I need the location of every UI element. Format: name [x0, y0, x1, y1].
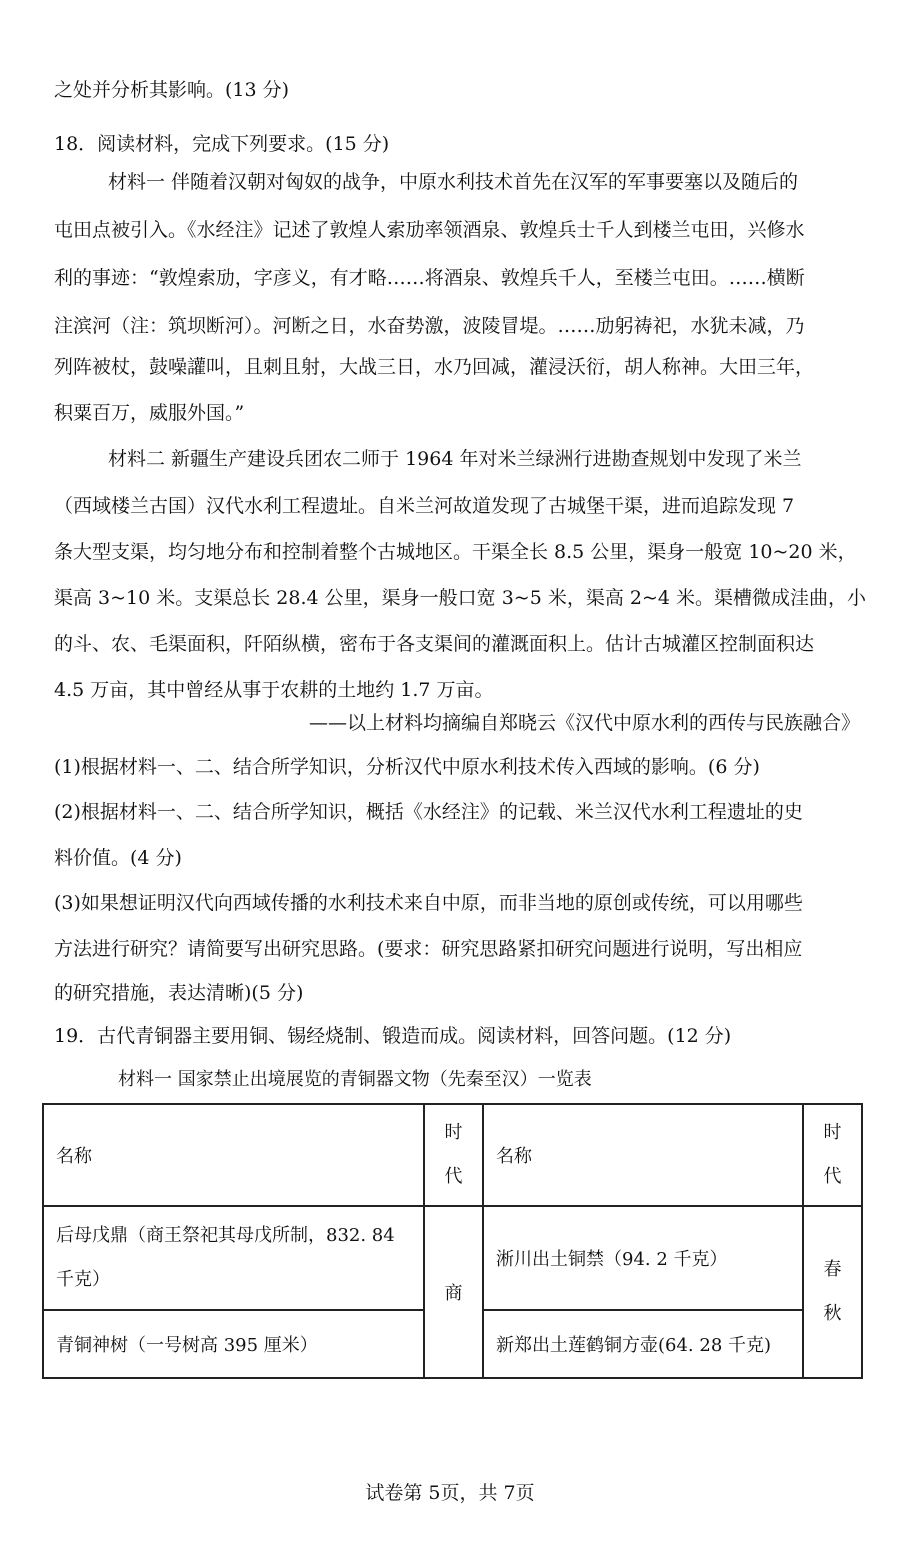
sub-question-3: 方法进行研究？请简要写出研究思路。(要求：研究思路紧扣研究问题进行说明，写出相应: [54, 938, 803, 960]
material-1-line: 列阵被杖，鼓噪讙叫，且刺且射，大战三日，水乃回减，灌浸沃衍，胡人称神。大田三年，: [54, 356, 815, 378]
page-footer: 试卷第 5页，共 7页: [365, 1482, 535, 1504]
relic-name-line: 后母戊鼎（商王祭祀其母戊所制，832. 84: [56, 1225, 395, 1246]
era-char: 春: [823, 1259, 842, 1280]
relic-name-line: 千克）: [56, 1269, 110, 1290]
header-era-char: 代: [823, 1166, 842, 1187]
sub-question-3: 的研究措施，表达清晰)(5 分): [54, 982, 304, 1004]
material-1-line: 积粟百万，威服外国。”: [54, 402, 245, 424]
material-2-line: 渠高 3~10 米。支渠总长 28.4 公里，渠身一般口宽 3~5 米，渠高 2~4 米。渠槽微成洼曲，小: [54, 587, 867, 609]
material-2-line: 材料二 新疆生产建设兵团农二师于 1964 年对米兰绿洲行进勘查规划中发现了米兰: [108, 448, 802, 470]
material-2-line: （西域楼兰古国）汉代水利工程遗址。自米兰河故道发现了古城堡干渠，进而追踪发现 7: [54, 495, 795, 517]
header-era-char: 时: [823, 1122, 842, 1143]
material-1-line: 材料一 伴随着汉朝对匈奴的战争，中原水利技术首先在汉军的军事要塞以及随后的: [108, 171, 799, 193]
table-caption: 材料一 国家禁止出境展览的青铜器文物（先秦至汉）一览表: [118, 1069, 592, 1090]
era-cell-shang: 商: [424, 1206, 483, 1378]
era-char: 秋: [823, 1303, 842, 1324]
header-era-char: 代: [444, 1166, 463, 1187]
header-name: 名称: [483, 1104, 803, 1206]
material-1-line: 注滨河（注：筑坝断河）。河断之日，水奋势激，波陵冒堤。……劢躬祷祀，水犹未减，乃: [54, 315, 805, 337]
material-1-line: 利的事迹：“敦煌索劢，字彦义，有才略……将酒泉、敦煌兵千人，至楼兰屯田。……横断: [54, 267, 805, 289]
header-name: 名称: [43, 1104, 424, 1206]
table-header-row: [43, 1104, 862, 1206]
material-2-line: 的斗、农、毛渠面积，阡陌纵横，密布于各支渠间的灌溉面积上。估计古城灌区控制面积达: [54, 633, 815, 655]
material-2-line: 条大型支渠，均匀地分布和控制着整个古城地区。干渠全长 8.5 公里，渠身一般宽 10~20 米，: [54, 541, 857, 563]
material-1-line: 屯田点被引入。《水经注》记述了敦煌人索劢率领酒泉、敦煌兵士千人到楼兰屯田，兴修水: [54, 219, 805, 241]
relic-name-cell: 青铜神树（一号树高 395 厘米）: [43, 1310, 424, 1378]
source-citation: ——以上材料均摘编自郑晓云《汉代中原水利的西传与民族融合》: [308, 712, 860, 734]
question-19-title: 19．古代青铜器主要用铜、锡经烧制、锻造而成。阅读材料，回答问题。(12 分): [54, 1025, 732, 1047]
text-line: 之处并分析其影响。(13 分): [54, 79, 290, 101]
relic-name-cell: 淅川出土铜禁（94. 2 千克）: [483, 1206, 803, 1310]
header-era: [424, 1104, 483, 1206]
header-era: [803, 1104, 862, 1206]
sub-question-3: (3)如果想证明汉代向西域传播的水利技术来自中原，而非当地的原创或传统，可以用哪些: [54, 892, 803, 914]
sub-question-2: 料价值。(4 分): [54, 847, 182, 869]
question-18-title: 18．阅读材料，完成下列要求。(15 分): [54, 133, 390, 155]
table-row: [43, 1206, 862, 1310]
relic-name-cell: 新郑出土莲鹤铜方壶(64. 28 千克): [483, 1310, 803, 1378]
relic-name-cell: [43, 1206, 424, 1310]
sub-question-2: (2)根据材料一、二、结合所学知识，概括《水经注》的记载、米兰汉代水利工程遗址的史: [54, 801, 803, 823]
bronze-relics-table: [42, 1103, 863, 1379]
material-2-line: 4.5 万亩，其中曾经从事于农耕的土地约 1.7 万亩。: [54, 679, 494, 701]
header-era-char: 时: [444, 1122, 463, 1143]
sub-question-1: (1)根据材料一、二、结合所学知识，分析汉代中原水利技术传入西域的影响。(6 分): [54, 756, 760, 778]
era-cell-chunqiu: [803, 1206, 862, 1378]
